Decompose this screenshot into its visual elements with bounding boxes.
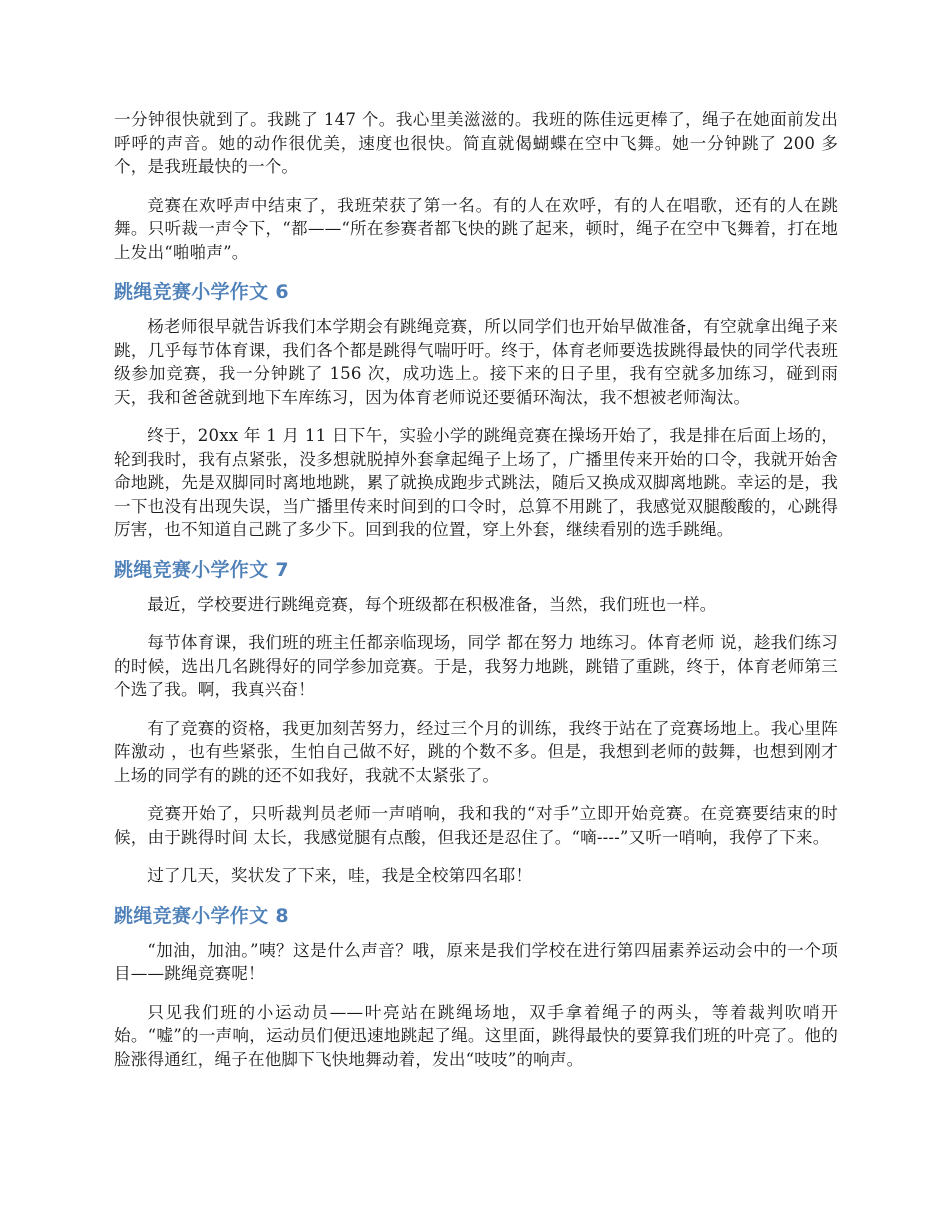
- paragraph: 过了几天，奖状发了下来，哇，我是全校第四名耶！: [147, 866, 533, 885]
- paragraph: 一分钟很快就到了。我跳了 147 个。我心里美滋滋的。我班的陈佳远更棒了，绳子在她面前发出呼呼的声音。她的动作很优美，速度也很快。简直就偈蝴蝶在空中飞舞。她一分钟跳了 200 多个，是我班最快的一个。: [114, 110, 838, 176]
- paragraph: 竞赛在欢呼声中结束了，我班荣获了第一名。有的人在欢呼，有的人在唱歌，还有的人在跳舞。只听裁一声令下，“都——“所在参赛者都飞快的跳了起来，顿时，绳子在空中飞舞着，打在地上发出“啪啪声”。: [114, 195, 838, 262]
- section-heading-7: 跳绳竞赛小学作文 7: [114, 558, 289, 581]
- paragraph: 有了竞赛的资格，我更加刻苦努力，经过三个月的训练，我终于站在了竞赛场地上。我心里阵阵激动 ，也有些紧张，生怕自己做不好，跳的个数不多。但是，我想到老师的鼓舞，也想到刚才上场的同学有的跳的还不如我好，我就不太紧张了。: [114, 718, 838, 785]
- section-heading-6: 跳绳竞赛小学作文 6: [114, 281, 289, 303]
- section-heading-8: 跳绳竞赛小学作文 8: [114, 904, 289, 927]
- document-page: [114, 108, 838, 1086]
- paragraph: 只见我们班的小运动员——叶亮站在跳绳场地，双手拿着绳子的两头，等着裁判吹哨开始。“嘘”的一声响，运动员们便迅速地跳起了绳。这里面，跳得最快的要算我们班的叶亮了。他的脸涨得通红，绳子在他脚下飞快地舞动着，发出“吱吱”的响声。: [114, 1002, 838, 1069]
- paragraph: 竞赛开始了，只听裁判员老师一声哨响，我和我的“对手”立即开始竞赛。在竞赛要结束的时候，由于跳得时间 太长，我感觉腿有点酸，但我还是忍住了。“嘀----”又听一哨响，我停了下来。: [114, 804, 838, 847]
- paragraph: 最近，学校要进行跳绳竞赛，每个班级都在积极准备，当然，我们班也一样。: [147, 594, 717, 614]
- paragraph: 杨老师很早就告诉我们本学期会有跳绳竞赛，所以同学们也开始早做准备，有空就拿出绳子来跳，几乎每节体育课，我们各个都是跳得气喘吁吁。终于，体育老师要选拔跳得最快的同学代表班级参加竞赛，我一分钟跳了 156 次，成功选上。接下来的日子里，我有空就多加练习，碰到雨天，我和爸爸就到地下车库练习，因为体育老师说还要循环淘汰，我不想被老师淘汰。: [114, 317, 838, 407]
- paragraph: 每节体育课，我们班的班主任都亲临现场，同学 都在努力 地练习。体育老师 说，趁我们练习的时候，选出几名跳得好的同学参加竞赛。于是，我努力地跳，跳错了重跳，终于，体育老师第三个选了我。啊，我真兴奋！: [114, 633, 838, 699]
- paragraph: “加油，加油。”咦？这是什么声音？哦，原来是我们学校在进行第四届素养运动会中的一个项目——跳绳竞赛呢！: [114, 940, 838, 983]
- paragraph: 终于，20xx 年 1 月 11 日下午，实验小学的跳绳竞赛在操场开始了，我是排在后面上场的，轮到我时，我有点紧张，没多想就脱掉外套拿起绳子上场了，广播里传来开始的口令，我就开始舍命地跳，先是双脚同时离地地跳，累了就换成跑步式跳法，随后又换成双脚离地跳。幸运的是，我一下也没有出现失误，当广播里传来时间到的口令时，总算不用跳了，我感觉双腿酸酸的，心跳得厉害，也不知道自己跳了多少下。回到我的位置，穿上外套，继续看别的选手跳绳。: [114, 426, 838, 539]
